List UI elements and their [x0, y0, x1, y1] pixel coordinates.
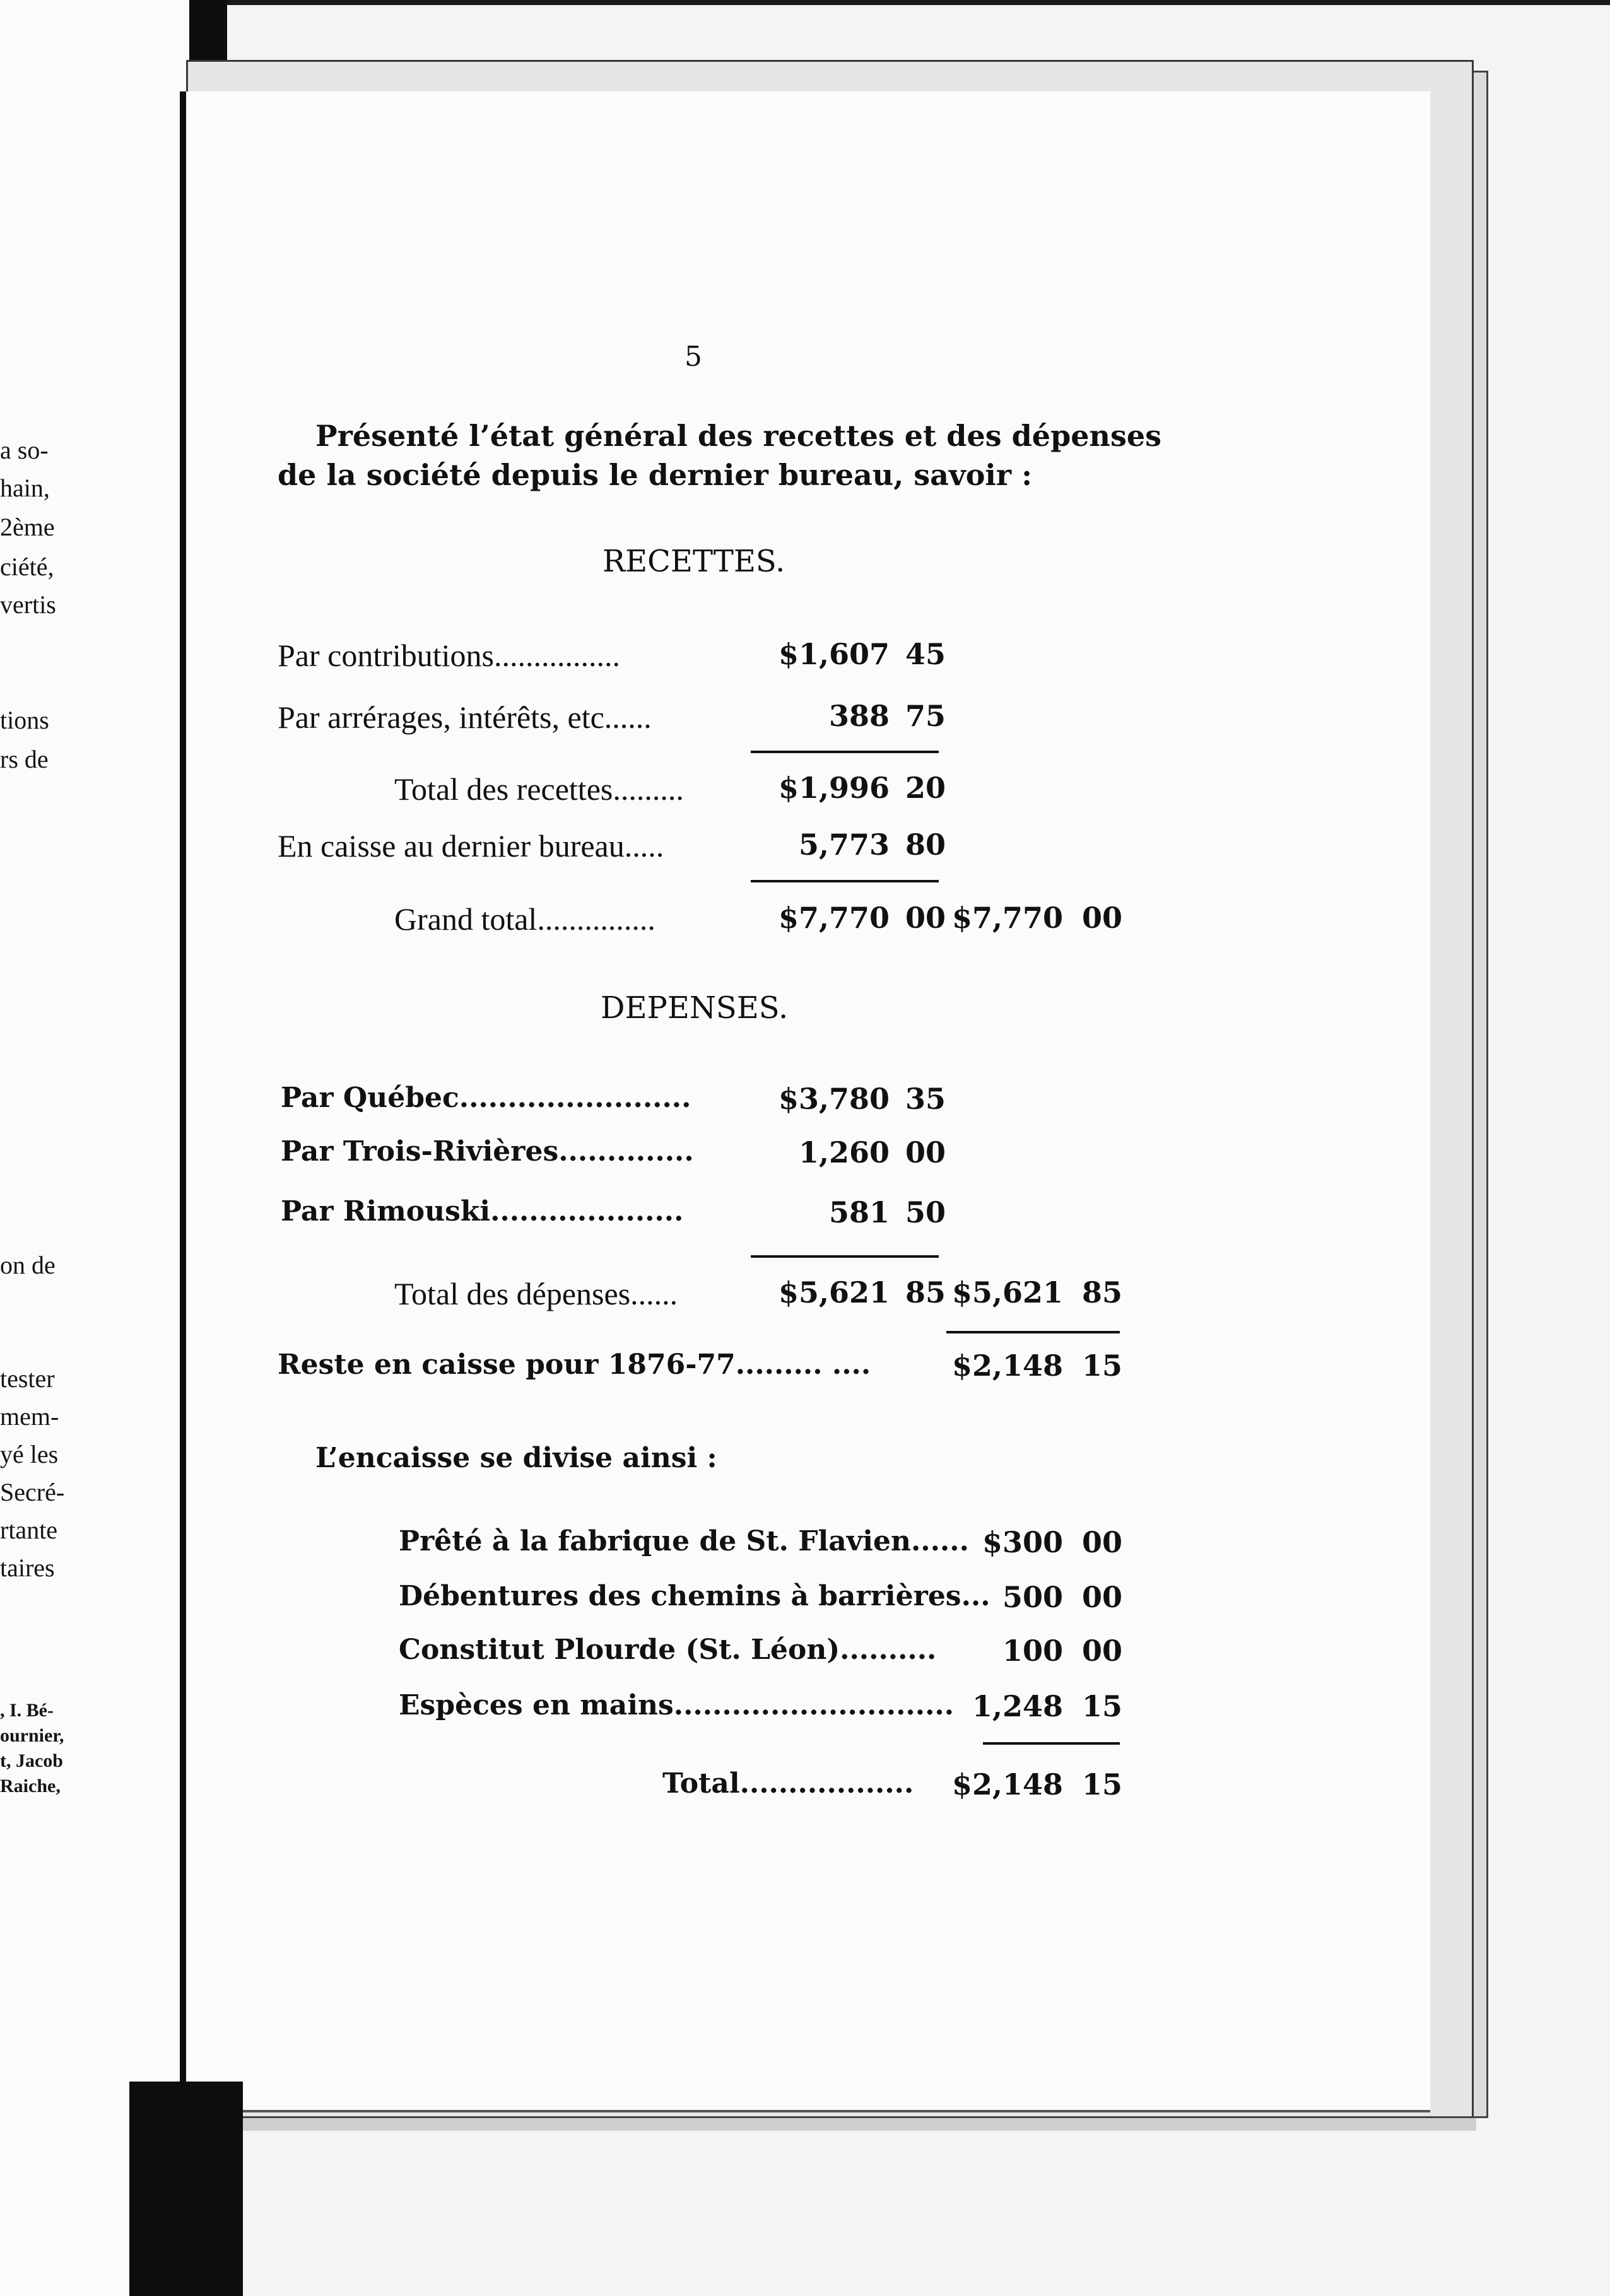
row-amount-dollars: 100 — [1002, 1634, 1063, 1668]
book-binding-bottom — [129, 2082, 243, 2296]
row-amount-cents: 20 — [905, 771, 946, 805]
row-amount-cents: 00 — [905, 1135, 946, 1169]
row-amount-dollars: 5,773 — [798, 828, 890, 862]
row-label: Débentures des chemins à barrières... — [399, 1580, 990, 1612]
left-page-fragment: hain, — [0, 474, 50, 502]
depenses-total-rule — [751, 1255, 939, 1258]
left-page-fragment: tester — [0, 1364, 55, 1393]
row-amount-cents: 80 — [905, 828, 946, 862]
depenses-heading: DEPENSES. — [601, 990, 789, 1026]
left-page-fragment: yé les — [0, 1440, 59, 1468]
row-amount-dollars: $2,148 — [951, 1349, 1063, 1383]
row-label: Prêté à la fabrique de St. Flavien...... — [399, 1525, 969, 1557]
row-label: Par Trois-Rivières.............. — [281, 1135, 694, 1168]
row-amount-cents: 00 — [1082, 1634, 1123, 1668]
left-page-fragment: 2ème — [0, 513, 55, 541]
recettes-heading: RECETTES. — [602, 544, 785, 579]
reste-rule — [946, 1331, 1120, 1333]
left-page-fragment: rtante — [0, 1516, 58, 1544]
left-page-fragment: vertis — [0, 590, 56, 619]
left-facing-page — [0, 0, 189, 2296]
row-total-cents: 00 — [1082, 901, 1123, 935]
row-amount-dollars: 388 — [828, 699, 890, 733]
left-page-fragment: Secré- — [0, 1478, 65, 1506]
row-label: Reste en caisse pour 1876-77......... .... — [278, 1349, 871, 1381]
encaisse-total-label: Total.................. — [662, 1767, 914, 1800]
row-amount-cents: 00 — [905, 901, 946, 935]
left-page-fragment: ciété, — [0, 553, 54, 581]
row-amount-dollars: $1,996 — [778, 771, 890, 805]
row-amount-cents: 35 — [905, 1082, 946, 1116]
left-page-fragment: ournier, — [0, 1725, 64, 1746]
encaisse-total-cents: 15 — [1082, 1767, 1123, 1801]
row-label: Total des dépenses...... — [394, 1276, 678, 1311]
row-amount-dollars: $7,770 — [778, 901, 890, 935]
row-amount-cents: 75 — [905, 699, 946, 733]
row-label: Par Rimouski.................... — [281, 1195, 684, 1227]
left-page-fragment: on de — [0, 1251, 56, 1279]
left-page-fragment: taires — [0, 1554, 55, 1582]
row-amount-dollars: 581 — [828, 1195, 890, 1229]
row-amount-cents: 15 — [1082, 1689, 1123, 1723]
left-page-fragment: rs de — [0, 745, 49, 773]
intro-line-2: de la société depuis le dernier bureau, savoir : — [278, 458, 1033, 492]
row-amount-cents: 45 — [905, 637, 946, 671]
intro-paragraph — [278, 416, 1161, 495]
row-label: Total des recettes......... — [394, 771, 684, 807]
row-amount-cents: 15 — [1082, 1349, 1123, 1383]
left-page-fragment: a so- — [0, 436, 49, 464]
row-label: En caisse au dernier bureau..... — [278, 828, 664, 864]
encaisse-total-dollars: $2,148 — [951, 1767, 1063, 1801]
row-amount-dollars: 1,260 — [798, 1135, 890, 1169]
row-amount-dollars: $3,780 — [778, 1082, 890, 1116]
row-label: Espèces en mains............................. — [399, 1689, 955, 1721]
row-label: Grand total............... — [394, 901, 655, 937]
scan-top-border — [227, 0, 1610, 5]
row-amount-dollars: $1,607 — [778, 637, 890, 671]
row-amount-dollars: 1,248 — [972, 1689, 1063, 1723]
row-label: Constitut Plourde (St. Léon).......... — [399, 1634, 937, 1666]
row-label: Par arrérages, intérêts, etc...... — [278, 700, 652, 735]
left-page-fragment: tions — [0, 706, 49, 734]
row-label: Par contributions................ — [278, 638, 621, 673]
recettes-subtotal-rule — [751, 751, 939, 753]
page-bottom-edge — [183, 2116, 1476, 2131]
recettes-total-rule — [751, 880, 939, 882]
row-amount-cents: 00 — [1082, 1580, 1123, 1614]
left-page-fragment: t, Jacob — [0, 1750, 63, 1771]
encaisse-heading: L’encaisse se divise ainsi : — [315, 1442, 717, 1474]
left-page-fragment: Raiche, — [0, 1776, 61, 1796]
row-amount-cents: 00 — [1082, 1525, 1123, 1559]
row-total-cents: 85 — [1082, 1275, 1123, 1309]
row-total-dollars: $5,621 — [951, 1275, 1063, 1309]
intro-line-1: Présenté l’état général des recettes et des dépenses — [315, 419, 1162, 453]
encaisse-total-rule — [983, 1742, 1120, 1745]
row-amount-dollars: 500 — [1002, 1580, 1063, 1614]
row-amount-cents: 85 — [905, 1275, 946, 1309]
row-amount-dollars: $5,621 — [778, 1275, 890, 1309]
left-page-fragment: , I. Bé- — [0, 1700, 54, 1721]
row-label: Par Québec........................ — [281, 1082, 691, 1114]
row-amount-dollars: $300 — [982, 1525, 1063, 1559]
left-page-fragment: mem- — [0, 1402, 59, 1431]
page-number: 5 — [685, 341, 702, 373]
row-amount-cents: 50 — [905, 1195, 946, 1229]
row-total-dollars: $7,770 — [951, 901, 1063, 935]
